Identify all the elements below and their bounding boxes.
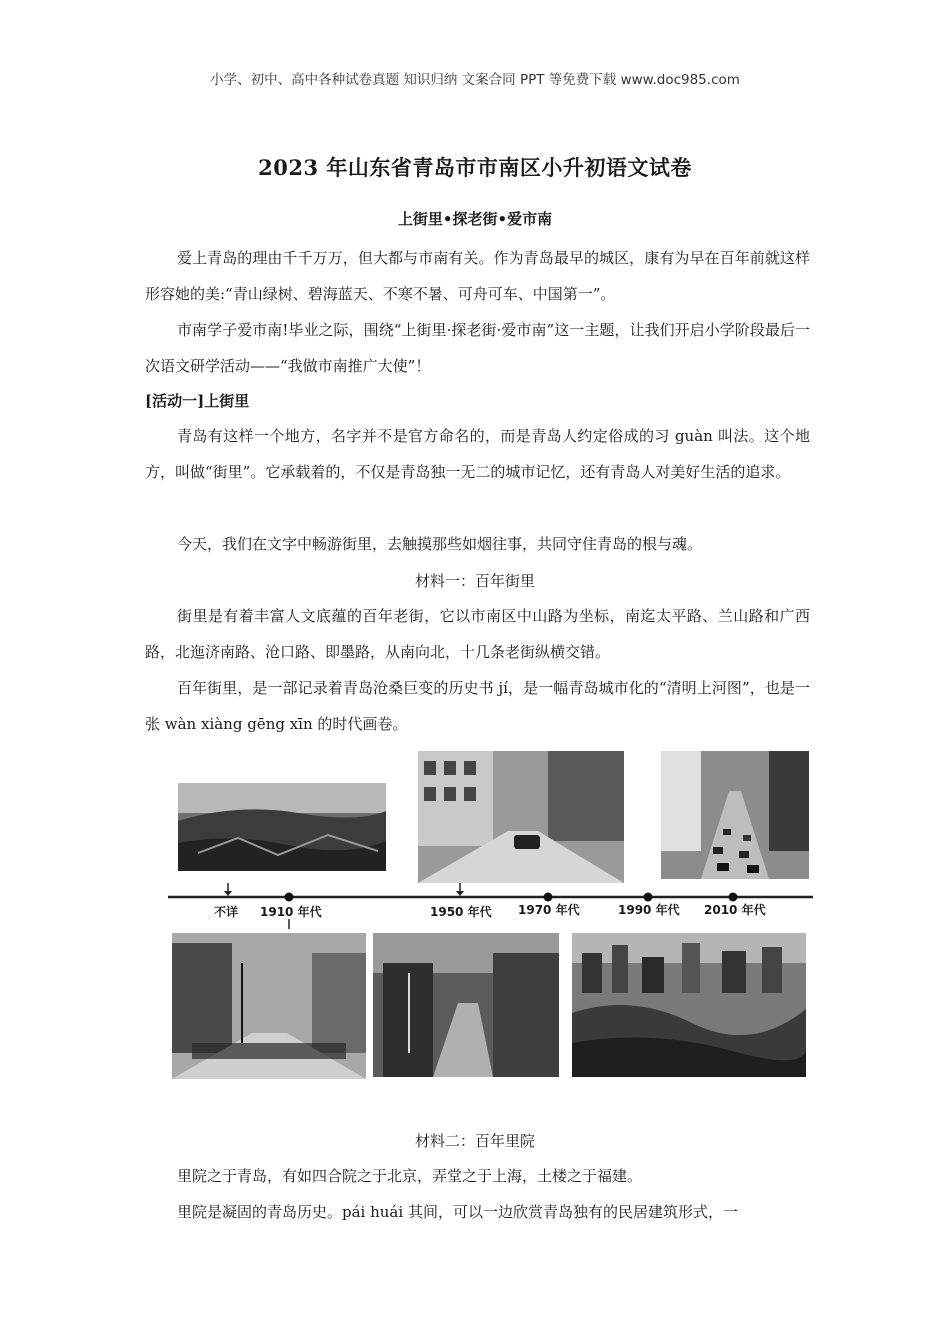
material1-caption: 材料一：百年街里 xyxy=(414,572,535,590)
timeline-label-unknown: 不详 xyxy=(214,905,239,919)
material2-paragraph-1: 里院之于青岛，有如四合院之于北京，弄堂之于上海，土楼之于福建。 xyxy=(177,1167,643,1185)
photo-1990s-street xyxy=(661,751,809,879)
page-header: 小学、初中、高中各种试卷真题 知识归纳 文案合同 PPT 等免费下载 www.doc985.com xyxy=(210,72,740,88)
timeline-label-1990s: 1990 年代 xyxy=(618,903,680,917)
timeline-label-2010s: 2010 年代 xyxy=(704,903,766,917)
photo-1970s-street xyxy=(373,933,559,1077)
activity1-paragraph-2: 今天，我们在文字中畅游街里，去触摸那些如烟往事，共同守住青岛的根与魂。 xyxy=(177,535,703,553)
activity1-paragraph-1: 青岛有这样一个地方，名字并不是官方命名的，而是青岛人约定俗成的习 guàn 叫法。这个地方，叫做“街里”。它承载着的，不仅是青岛独一无二的城市记忆，还有青岛人对美好生活的追求。 xyxy=(145,427,810,481)
material1-paragraph-2: 百年街里，是一部记录着青岛沧桑巨变的历史书 jí，是一幅青岛城市化的“清明上河图”，也是一张 wàn xiàng gēng xīn 的时代画卷。 xyxy=(145,679,810,733)
page-title: 2023 年山东省青岛市市南区小升初语文试卷 xyxy=(258,155,692,180)
activity1-heading: [活动一]上街里 xyxy=(145,392,250,410)
photo-1910s-street xyxy=(172,933,366,1079)
timeline-label-1910s: 1910 年代 xyxy=(260,905,322,919)
page-subtitle: 上街里•探老街•爱市南 xyxy=(397,210,553,228)
timeline-label-1970s: 1970 年代 xyxy=(518,903,580,917)
photo-1950s-street xyxy=(418,751,624,883)
intro-paragraph-1: 爱上青岛的理由千千万万，但大都与市南有关。作为青岛最早的城区，康有为早在百年前就这样形容她的美:“青山绿树、碧海蓝天、不寒不暑、可舟可车、中国第一”。 xyxy=(145,249,810,303)
material1-paragraph-1: 街里是有着丰富人文底蕴的百年老街，它以市南区中山路为坐标，南迄太平路、兰山路和广西路，北迤济南路、沧口路、即墨路，从南向北，十几条老街纵横交错。 xyxy=(145,607,810,661)
timeline-figure xyxy=(168,743,816,1083)
timeline-label-1950s: 1950 年代 xyxy=(430,905,492,919)
intro-paragraph-2: 市南学子爱市南!毕业之际，围绕“上街里·探老街·爱市南”这一主题，让我们开启小学阶段最后一次语文研学活动——“我做市南推广大使”！ xyxy=(145,321,810,375)
material2-caption: 材料二：百年里院 xyxy=(414,1132,535,1150)
photo-unknown-era xyxy=(178,783,386,871)
material2-paragraph-2: 里院是凝固的青岛历史。pái huái 其间，可以一边欣赏青岛独有的民居建筑形式，一 xyxy=(177,1203,738,1221)
photo-2010s-cityscape xyxy=(572,933,806,1077)
